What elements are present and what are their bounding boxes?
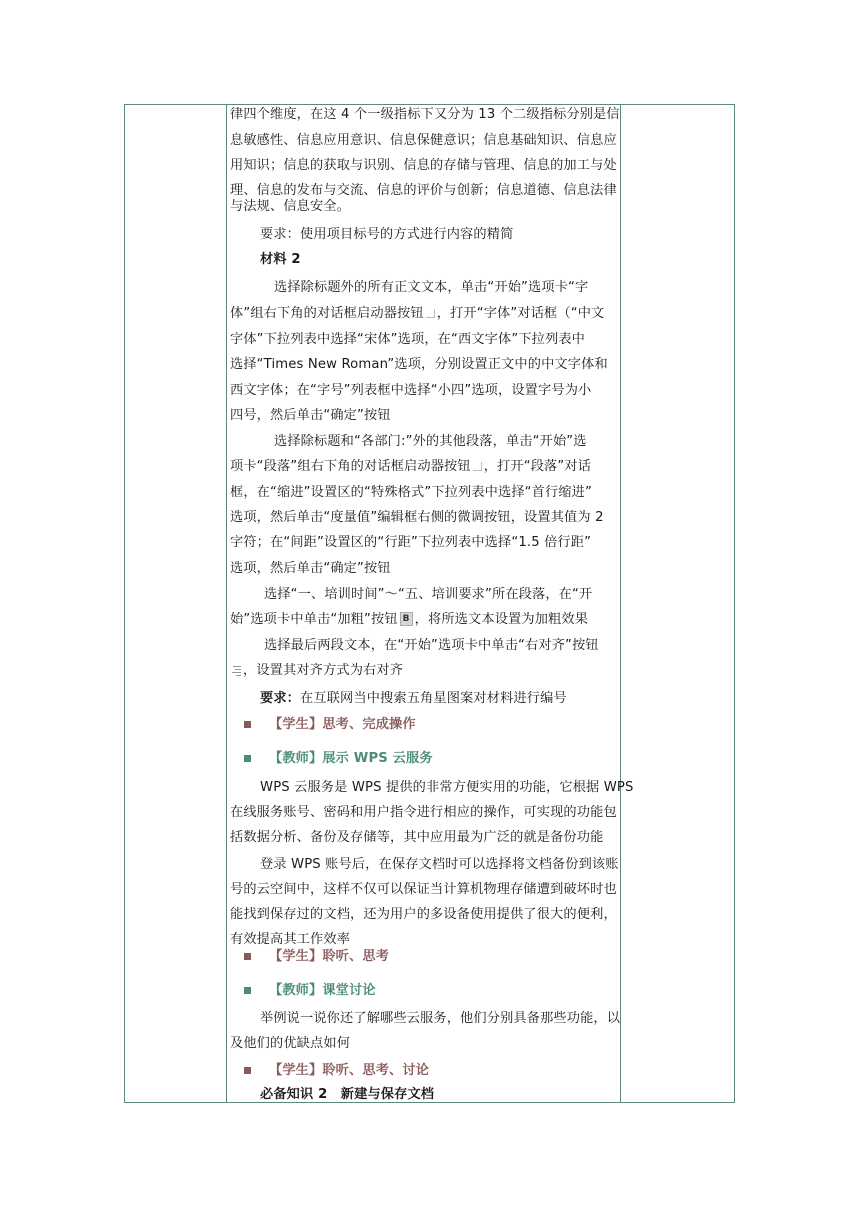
text-line: 字体”下拉列表中选择“宋体”选项，在“西文字体”下拉列表中 <box>230 332 586 347</box>
text-line: 选择除标题外的所有正文文本，单击“开始”选项卡“字 <box>274 280 589 295</box>
text-line: 项卡“段落”组右下角的对话框启动器按钮 ，打开“段落”对话 <box>230 459 592 474</box>
text-line: 律四个维度，在这 4 个一级指标下又分为 13 个二级指标分别是信 <box>230 107 620 122</box>
dialog-launcher-icon <box>426 309 435 318</box>
text-line: 选择最后两段文本，在“开始”选项卡中单击“右对齐”按钮 <box>264 638 599 653</box>
square-bullet-icon <box>244 953 251 960</box>
knowledge-heading: 必备知识 2 新建与保存文档 <box>260 1087 435 1102</box>
text-line: 始”选项卡中单击“加粗”按钮 B ，将所选文本设置为加粗效果 <box>230 612 589 627</box>
text-line: 在线服务账号、密码和用户指令进行相应的操作，可实现的功能包 <box>230 805 617 820</box>
text-line: 及他们的优缺点如何 <box>230 1036 351 1051</box>
text-line: 体”组右下角的对话框启动器按钮 ，打开“字体”对话框（“中文 <box>230 306 605 321</box>
text-line: 选择除标题和“各部门:”外的其他段落，单击“开始”选 <box>274 434 587 449</box>
material-2-heading: 材料 2 <box>260 252 301 267</box>
text-line: 框，在“缩进”设置区的“特殊格式”下拉列表中选择“首行缩进” <box>230 485 592 500</box>
text-line: 与法规、信息安全。 <box>230 199 351 214</box>
square-bullet-icon <box>244 755 251 762</box>
requirement-1: 要求：使用项目标号的方式进行内容的精简 <box>260 227 514 242</box>
dialog-launcher-icon <box>473 462 482 471</box>
text-line: 举例说一说你还了解哪些云服务，他们分别具备那些功能，以 <box>260 1011 621 1026</box>
text-line: 选择“Times New Roman”选项，分别设置正文中的中文字体和 <box>230 357 608 372</box>
requirement-2: 要求：在互联网当中搜索五角星图案对材料进行编号 <box>260 691 567 706</box>
text-line: 号的云空间中，这样不仅可以保证当计算机物理存储遭到破坏时也 <box>230 882 617 897</box>
square-bullet-icon <box>244 1067 251 1074</box>
text-line: 理、信息的发布与交流、信息的评价与创新；信息道德、信息法律 <box>230 183 617 198</box>
bullet-student-2: 【学生】聆听、思考 <box>244 948 389 966</box>
text-line: 西文字体；在“字号”列表框中选择“小四”选项，设置字号为小 <box>230 383 592 398</box>
bold-button-icon: B <box>400 612 413 626</box>
text-line: ，设置其对齐方式为右对齐 <box>230 662 403 680</box>
text-line: 四号，然后单击“确定”按钮 <box>230 408 391 423</box>
text-line: 能找到保存过的文档，还为用户的多设备使用提供了很大的便利， <box>230 907 617 922</box>
text-line: 括数据分析、备份及存储等，其中应用最为广泛的就是备份功能 <box>230 830 604 845</box>
text-line: 选择“一、培训时间”～“五、培训要求”所在段落，在“开 <box>264 587 593 602</box>
text-line: 选项，然后单击“确定”按钮 <box>230 561 391 576</box>
text-line: 息敏感性、信息应用意识、信息保健意识；信息基础知识、信息应 <box>230 133 617 148</box>
square-bullet-icon <box>244 721 251 728</box>
bullet-student-1: 【学生】思考、完成操作 <box>244 716 416 734</box>
text-line: 登录 WPS 账号后，在保存文档时可以选择将文档备份到该账 <box>260 857 619 872</box>
text-line: 用知识；信息的获取与识别、信息的存储与管理、信息的加工与处 <box>230 158 617 173</box>
text-line: 字符；在“间距”设置区的“行距”下拉列表中选择“1.5 倍行距” <box>230 535 592 550</box>
bullet-teacher-1: 【教师】展示 WPS 云服务 <box>244 750 433 768</box>
text-line: WPS 云服务是 WPS 提供的非常方便实用的功能，它根据 WPS <box>260 780 634 795</box>
square-bullet-icon <box>244 987 251 994</box>
left-column <box>125 105 227 1102</box>
bullet-teacher-2: 【教师】课堂讨论 <box>244 982 376 1000</box>
text-line: 选项，然后单击“度量值”编辑框右侧的微调按钮，设置其值为 2 <box>230 510 604 525</box>
right-column <box>620 105 734 1102</box>
bullet-student-3: 【学生】聆听、思考、讨论 <box>244 1062 429 1080</box>
lesson-table <box>124 104 735 1103</box>
text-line: 有效提高其工作效率 <box>230 932 351 947</box>
align-right-icon <box>230 665 241 676</box>
